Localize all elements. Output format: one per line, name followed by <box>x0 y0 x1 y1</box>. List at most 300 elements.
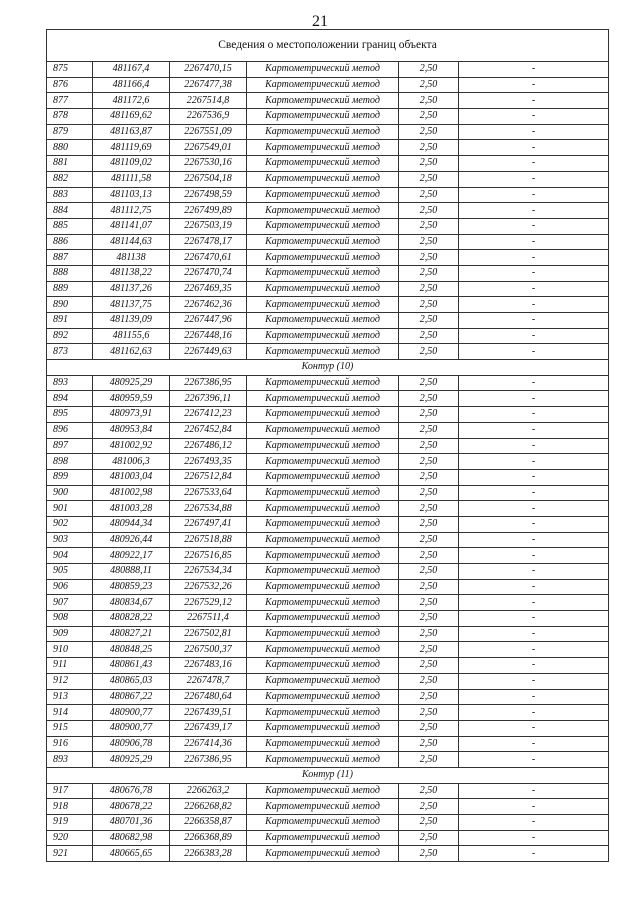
method-cell: Картометрический метод <box>247 250 399 266</box>
table-row <box>47 375 609 391</box>
coordinate-x-cell: 481111,58 <box>93 171 170 187</box>
description-cell: - <box>459 297 609 313</box>
point-number-cell: 920 <box>47 830 93 846</box>
accuracy-cell: 2,50 <box>399 564 459 580</box>
method-cell: Картометрический метод <box>247 548 399 564</box>
table-row <box>47 501 609 517</box>
coordinate-x-cell: 481003,28 <box>93 501 170 517</box>
method-cell: Картометрический метод <box>247 752 399 768</box>
coordinate-x-cell: 480678,22 <box>93 799 170 815</box>
description-cell: - <box>459 516 609 532</box>
description-cell: - <box>459 281 609 297</box>
coordinate-x-cell: 480926,44 <box>93 532 170 548</box>
coordinate-y-cell: 2267504,18 <box>170 171 247 187</box>
method-cell: Картометрический метод <box>247 516 399 532</box>
coordinate-y-cell: 2267486,12 <box>170 438 247 454</box>
table-row <box>47 328 609 344</box>
table-row <box>47 218 609 234</box>
coordinate-y-cell: 2266383,28 <box>170 846 247 862</box>
accuracy-cell: 2,50 <box>399 799 459 815</box>
accuracy-cell: 2,50 <box>399 140 459 156</box>
description-cell: - <box>459 783 609 799</box>
table-row <box>47 642 609 658</box>
point-number-cell: 884 <box>47 203 93 219</box>
coordinate-x-cell: 481119,69 <box>93 140 170 156</box>
point-number-cell: 899 <box>47 469 93 485</box>
table-row <box>47 532 609 548</box>
table-row <box>47 815 609 831</box>
accuracy-cell: 2,50 <box>399 783 459 799</box>
accuracy-cell: 2,50 <box>399 626 459 642</box>
point-number-cell: 893 <box>47 375 93 391</box>
point-number-cell: 882 <box>47 171 93 187</box>
accuracy-cell: 2,50 <box>399 422 459 438</box>
table-row <box>47 344 609 360</box>
coordinate-y-cell: 2267536,9 <box>170 109 247 125</box>
coordinate-y-cell: 2267412,23 <box>170 407 247 423</box>
contour-label: Контур (11) <box>47 767 609 783</box>
method-cell: Картометрический метод <box>247 407 399 423</box>
table-row <box>47 752 609 768</box>
accuracy-cell: 2,50 <box>399 171 459 187</box>
description-cell: - <box>459 611 609 627</box>
method-cell: Картометрический метод <box>247 203 399 219</box>
accuracy-cell: 2,50 <box>399 407 459 423</box>
coordinate-x-cell: 481172,6 <box>93 93 170 109</box>
accuracy-cell: 2,50 <box>399 658 459 674</box>
point-number-cell: 895 <box>47 407 93 423</box>
coordinate-y-cell: 2267498,59 <box>170 187 247 203</box>
page-number: 21 <box>312 13 328 30</box>
accuracy-cell: 2,50 <box>399 124 459 140</box>
description-cell: - <box>459 93 609 109</box>
point-number-cell: 880 <box>47 140 93 156</box>
coordinate-x-cell: 481002,98 <box>93 485 170 501</box>
coordinate-x-cell: 481138 <box>93 250 170 266</box>
point-number-cell: 889 <box>47 281 93 297</box>
accuracy-cell: 2,50 <box>399 187 459 203</box>
accuracy-cell: 2,50 <box>399 516 459 532</box>
accuracy-cell: 2,50 <box>399 156 459 172</box>
point-number-cell: 917 <box>47 783 93 799</box>
description-cell: - <box>459 469 609 485</box>
accuracy-cell: 2,50 <box>399 62 459 78</box>
point-number-cell: 903 <box>47 532 93 548</box>
table-row <box>47 783 609 799</box>
table-row <box>47 187 609 203</box>
description-cell: - <box>459 454 609 470</box>
accuracy-cell: 2,50 <box>399 77 459 93</box>
accuracy-cell: 2,50 <box>399 438 459 454</box>
point-number-cell: 896 <box>47 422 93 438</box>
accuracy-cell: 2,50 <box>399 846 459 862</box>
coordinate-x-cell: 480925,29 <box>93 375 170 391</box>
table-row <box>47 297 609 313</box>
description-cell: - <box>459 407 609 423</box>
coordinate-x-cell: 481163,87 <box>93 124 170 140</box>
coordinate-y-cell: 2267480,64 <box>170 689 247 705</box>
point-number-cell: 910 <box>47 642 93 658</box>
point-number-cell: 898 <box>47 454 93 470</box>
table-row <box>47 62 609 78</box>
accuracy-cell: 2,50 <box>399 532 459 548</box>
coordinate-y-cell: 2267449,63 <box>170 344 247 360</box>
coordinate-y-cell: 2267439,17 <box>170 720 247 736</box>
coordinate-y-cell: 2266263,2 <box>170 783 247 799</box>
accuracy-cell: 2,50 <box>399 752 459 768</box>
coordinate-x-cell: 480906,78 <box>93 736 170 752</box>
description-cell: - <box>459 626 609 642</box>
table-row <box>47 673 609 689</box>
method-cell: Картометрический метод <box>247 642 399 658</box>
description-cell: - <box>459 658 609 674</box>
description-cell: - <box>459 344 609 360</box>
coordinate-y-cell: 2267439,51 <box>170 705 247 721</box>
description-cell: - <box>459 548 609 564</box>
table-row <box>47 250 609 266</box>
method-cell: Картометрический метод <box>247 689 399 705</box>
description-cell: - <box>459 501 609 517</box>
table-row <box>47 705 609 721</box>
description-cell: - <box>459 752 609 768</box>
coordinate-x-cell: 481003,04 <box>93 469 170 485</box>
point-number-cell: 873 <box>47 344 93 360</box>
method-cell: Картометрический метод <box>247 454 399 470</box>
coordinate-x-cell: 480959,59 <box>93 391 170 407</box>
point-number-cell: 877 <box>47 93 93 109</box>
coordinate-x-cell: 480665,65 <box>93 846 170 862</box>
coordinate-x-cell: 481137,26 <box>93 281 170 297</box>
table-row <box>47 626 609 642</box>
point-number-cell: 919 <box>47 815 93 831</box>
description-cell: - <box>459 532 609 548</box>
description-cell: - <box>459 736 609 752</box>
coordinate-y-cell: 2267500,37 <box>170 642 247 658</box>
table-header-row <box>47 30 609 62</box>
table-row <box>47 77 609 93</box>
accuracy-cell: 2,50 <box>399 281 459 297</box>
table-row <box>47 438 609 454</box>
table-row <box>47 658 609 674</box>
coordinate-y-cell: 2267483,16 <box>170 658 247 674</box>
point-number-cell: 905 <box>47 564 93 580</box>
description-cell: - <box>459 815 609 831</box>
table-row <box>47 611 609 627</box>
method-cell: Картометрический метод <box>247 344 399 360</box>
table-row <box>47 171 609 187</box>
point-number-cell: 902 <box>47 516 93 532</box>
coordinate-y-cell: 2267518,88 <box>170 532 247 548</box>
method-cell: Картометрический метод <box>247 595 399 611</box>
point-number-cell: 894 <box>47 391 93 407</box>
point-number-cell: 888 <box>47 265 93 281</box>
table-row <box>47 799 609 815</box>
method-cell: Картометрический метод <box>247 799 399 815</box>
description-cell: - <box>459 171 609 187</box>
coordinate-y-cell: 2267503,19 <box>170 218 247 234</box>
method-cell: Картометрический метод <box>247 297 399 313</box>
coordinate-x-cell: 480944,34 <box>93 516 170 532</box>
method-cell: Картометрический метод <box>247 611 399 627</box>
coordinate-y-cell: 2267478,7 <box>170 673 247 689</box>
method-cell: Картометрический метод <box>247 234 399 250</box>
table-row <box>47 846 609 862</box>
description-cell: - <box>459 564 609 580</box>
coordinate-x-cell: 480925,29 <box>93 752 170 768</box>
accuracy-cell: 2,50 <box>399 313 459 329</box>
description-cell: - <box>459 846 609 862</box>
table-row <box>47 579 609 595</box>
description-cell: - <box>459 77 609 93</box>
table-row <box>47 93 609 109</box>
method-cell: Картометрический метод <box>247 187 399 203</box>
accuracy-cell: 2,50 <box>399 297 459 313</box>
method-cell: Картометрический метод <box>247 658 399 674</box>
accuracy-cell: 2,50 <box>399 265 459 281</box>
table-row <box>47 407 609 423</box>
accuracy-cell: 2,50 <box>399 548 459 564</box>
coordinate-y-cell: 2267386,95 <box>170 375 247 391</box>
coordinate-x-cell: 480973,91 <box>93 407 170 423</box>
coordinate-y-cell: 2267447,96 <box>170 313 247 329</box>
coordinate-y-cell: 2267469,35 <box>170 281 247 297</box>
coordinate-y-cell: 2267529,12 <box>170 595 247 611</box>
coordinate-y-cell: 2267478,17 <box>170 234 247 250</box>
table-row <box>47 391 609 407</box>
accuracy-cell: 2,50 <box>399 250 459 266</box>
coordinate-x-cell: 481002,92 <box>93 438 170 454</box>
method-cell: Картометрический метод <box>247 171 399 187</box>
point-number-cell: 906 <box>47 579 93 595</box>
coordinate-y-cell: 2267477,38 <box>170 77 247 93</box>
coordinate-x-cell: 480888,11 <box>93 564 170 580</box>
table-row <box>47 422 609 438</box>
point-number-cell: 913 <box>47 689 93 705</box>
method-cell: Картометрический метод <box>247 501 399 517</box>
method-cell: Картометрический метод <box>247 313 399 329</box>
method-cell: Картометрический метод <box>247 438 399 454</box>
coordinate-y-cell: 2267448,16 <box>170 328 247 344</box>
coordinate-y-cell: 2267497,41 <box>170 516 247 532</box>
table-row <box>47 124 609 140</box>
point-number-cell: 901 <box>47 501 93 517</box>
accuracy-cell: 2,50 <box>399 344 459 360</box>
coordinate-x-cell: 481141,07 <box>93 218 170 234</box>
accuracy-cell: 2,50 <box>399 720 459 736</box>
point-number-cell: 876 <box>47 77 93 93</box>
coordinate-x-cell: 481167,4 <box>93 62 170 78</box>
point-number-cell: 916 <box>47 736 93 752</box>
method-cell: Картометрический метод <box>247 626 399 642</box>
coordinate-x-cell: 480827,21 <box>93 626 170 642</box>
coordinate-y-cell: 2267549,01 <box>170 140 247 156</box>
method-cell: Картометрический метод <box>247 564 399 580</box>
accuracy-cell: 2,50 <box>399 218 459 234</box>
accuracy-cell: 2,50 <box>399 595 459 611</box>
method-cell: Картометрический метод <box>247 705 399 721</box>
accuracy-cell: 2,50 <box>399 109 459 125</box>
table-row <box>47 265 609 281</box>
description-cell: - <box>459 62 609 78</box>
accuracy-cell: 2,50 <box>399 93 459 109</box>
coordinate-y-cell: 2267534,34 <box>170 564 247 580</box>
method-cell: Картометрический метод <box>247 124 399 140</box>
accuracy-cell: 2,50 <box>399 469 459 485</box>
description-cell: - <box>459 218 609 234</box>
description-cell: - <box>459 595 609 611</box>
method-cell: Картометрический метод <box>247 579 399 595</box>
contour-label: Контур (10) <box>47 360 609 376</box>
point-number-cell: 921 <box>47 846 93 862</box>
accuracy-cell: 2,50 <box>399 579 459 595</box>
description-cell: - <box>459 391 609 407</box>
coordinate-x-cell: 480834,67 <box>93 595 170 611</box>
table-body <box>47 30 609 862</box>
description-cell: - <box>459 234 609 250</box>
accuracy-cell: 2,50 <box>399 375 459 391</box>
coordinate-x-cell: 481137,75 <box>93 297 170 313</box>
table-row <box>47 830 609 846</box>
table-row <box>47 313 609 329</box>
method-cell: Картометрический метод <box>247 736 399 752</box>
accuracy-cell: 2,50 <box>399 736 459 752</box>
method-cell: Картометрический метод <box>247 720 399 736</box>
method-cell: Картометрический метод <box>247 265 399 281</box>
coordinate-y-cell: 2267386,95 <box>170 752 247 768</box>
coordinate-x-cell: 480701,36 <box>93 815 170 831</box>
method-cell: Картометрический метод <box>247 156 399 172</box>
method-cell: Картометрический метод <box>247 485 399 501</box>
point-number-cell: 893 <box>47 752 93 768</box>
description-cell: - <box>459 124 609 140</box>
table-row <box>47 736 609 752</box>
accuracy-cell: 2,50 <box>399 501 459 517</box>
point-number-cell: 914 <box>47 705 93 721</box>
point-number-cell: 887 <box>47 250 93 266</box>
point-number-cell: 908 <box>47 611 93 627</box>
coordinate-y-cell: 2267462,36 <box>170 297 247 313</box>
coordinate-x-cell: 480859,23 <box>93 579 170 595</box>
point-number-cell: 900 <box>47 485 93 501</box>
coordinate-x-cell: 481139,09 <box>93 313 170 329</box>
coordinate-y-cell: 2267396,11 <box>170 391 247 407</box>
coordinate-x-cell: 480848,25 <box>93 642 170 658</box>
point-number-cell: 912 <box>47 673 93 689</box>
point-number-cell: 883 <box>47 187 93 203</box>
coordinate-x-cell: 481109,02 <box>93 156 170 172</box>
table-row <box>47 689 609 705</box>
description-cell: - <box>459 265 609 281</box>
coordinate-x-cell: 480861,43 <box>93 658 170 674</box>
coordinate-y-cell: 2267414,36 <box>170 736 247 752</box>
description-cell: - <box>459 799 609 815</box>
method-cell: Картометрический метод <box>247 281 399 297</box>
coordinate-x-cell: 481112,75 <box>93 203 170 219</box>
point-number-cell: 918 <box>47 799 93 815</box>
description-cell: - <box>459 485 609 501</box>
coordinate-x-cell: 480900,77 <box>93 720 170 736</box>
coordinate-x-cell: 481103,13 <box>93 187 170 203</box>
description-cell: - <box>459 140 609 156</box>
point-number-cell: 904 <box>47 548 93 564</box>
description-cell: - <box>459 642 609 658</box>
description-cell: - <box>459 109 609 125</box>
coordinate-x-cell: 480682,98 <box>93 830 170 846</box>
coordinate-x-cell: 481144,63 <box>93 234 170 250</box>
accuracy-cell: 2,50 <box>399 642 459 658</box>
description-cell: - <box>459 156 609 172</box>
table-row <box>47 203 609 219</box>
coordinate-x-cell: 481138,22 <box>93 265 170 281</box>
coordinate-x-cell: 480676,78 <box>93 783 170 799</box>
coordinate-y-cell: 2267493,35 <box>170 454 247 470</box>
coordinate-x-cell: 481166,4 <box>93 77 170 93</box>
point-number-cell: 879 <box>47 124 93 140</box>
contour-row <box>47 767 609 783</box>
point-number-cell: 909 <box>47 626 93 642</box>
point-number-cell: 878 <box>47 109 93 125</box>
accuracy-cell: 2,50 <box>399 611 459 627</box>
method-cell: Картометрический метод <box>247 422 399 438</box>
description-cell: - <box>459 187 609 203</box>
method-cell: Картометрический метод <box>247 77 399 93</box>
coordinate-y-cell: 2267514,8 <box>170 93 247 109</box>
point-number-cell: 885 <box>47 218 93 234</box>
table-row <box>47 454 609 470</box>
method-cell: Картометрический метод <box>247 109 399 125</box>
table-row <box>47 548 609 564</box>
coordinate-y-cell: 2267533,64 <box>170 485 247 501</box>
coordinate-y-cell: 2267511,4 <box>170 611 247 627</box>
table-row <box>47 516 609 532</box>
point-number-cell: 875 <box>47 62 93 78</box>
coordinate-y-cell: 2267512,84 <box>170 469 247 485</box>
method-cell: Картометрический метод <box>247 328 399 344</box>
point-number-cell: 890 <box>47 297 93 313</box>
table-row <box>47 109 609 125</box>
coordinate-y-cell: 2267502,81 <box>170 626 247 642</box>
description-cell: - <box>459 720 609 736</box>
accuracy-cell: 2,50 <box>399 815 459 831</box>
point-number-cell: 907 <box>47 595 93 611</box>
description-cell: - <box>459 203 609 219</box>
description-cell: - <box>459 705 609 721</box>
accuracy-cell: 2,50 <box>399 689 459 705</box>
description-cell: - <box>459 830 609 846</box>
description-cell: - <box>459 689 609 705</box>
coordinate-x-cell: 480867,22 <box>93 689 170 705</box>
description-cell: - <box>459 375 609 391</box>
coordinate-y-cell: 2266268,82 <box>170 799 247 815</box>
method-cell: Картометрический метод <box>247 846 399 862</box>
point-number-cell: 892 <box>47 328 93 344</box>
coordinate-y-cell: 2267452,84 <box>170 422 247 438</box>
table-row <box>47 595 609 611</box>
method-cell: Картометрический метод <box>247 815 399 831</box>
accuracy-cell: 2,50 <box>399 454 459 470</box>
coordinate-x-cell: 480865,03 <box>93 673 170 689</box>
boundary-coordinates-table <box>46 29 609 862</box>
accuracy-cell: 2,50 <box>399 391 459 407</box>
coordinate-x-cell: 481169,62 <box>93 109 170 125</box>
accuracy-cell: 2,50 <box>399 830 459 846</box>
coordinate-y-cell: 2267470,15 <box>170 62 247 78</box>
table-row <box>47 156 609 172</box>
coordinate-y-cell: 2267551,09 <box>170 124 247 140</box>
table-title: Сведения о местоположении границ объекта <box>47 30 609 62</box>
coordinate-x-cell: 481155,6 <box>93 328 170 344</box>
description-cell: - <box>459 313 609 329</box>
